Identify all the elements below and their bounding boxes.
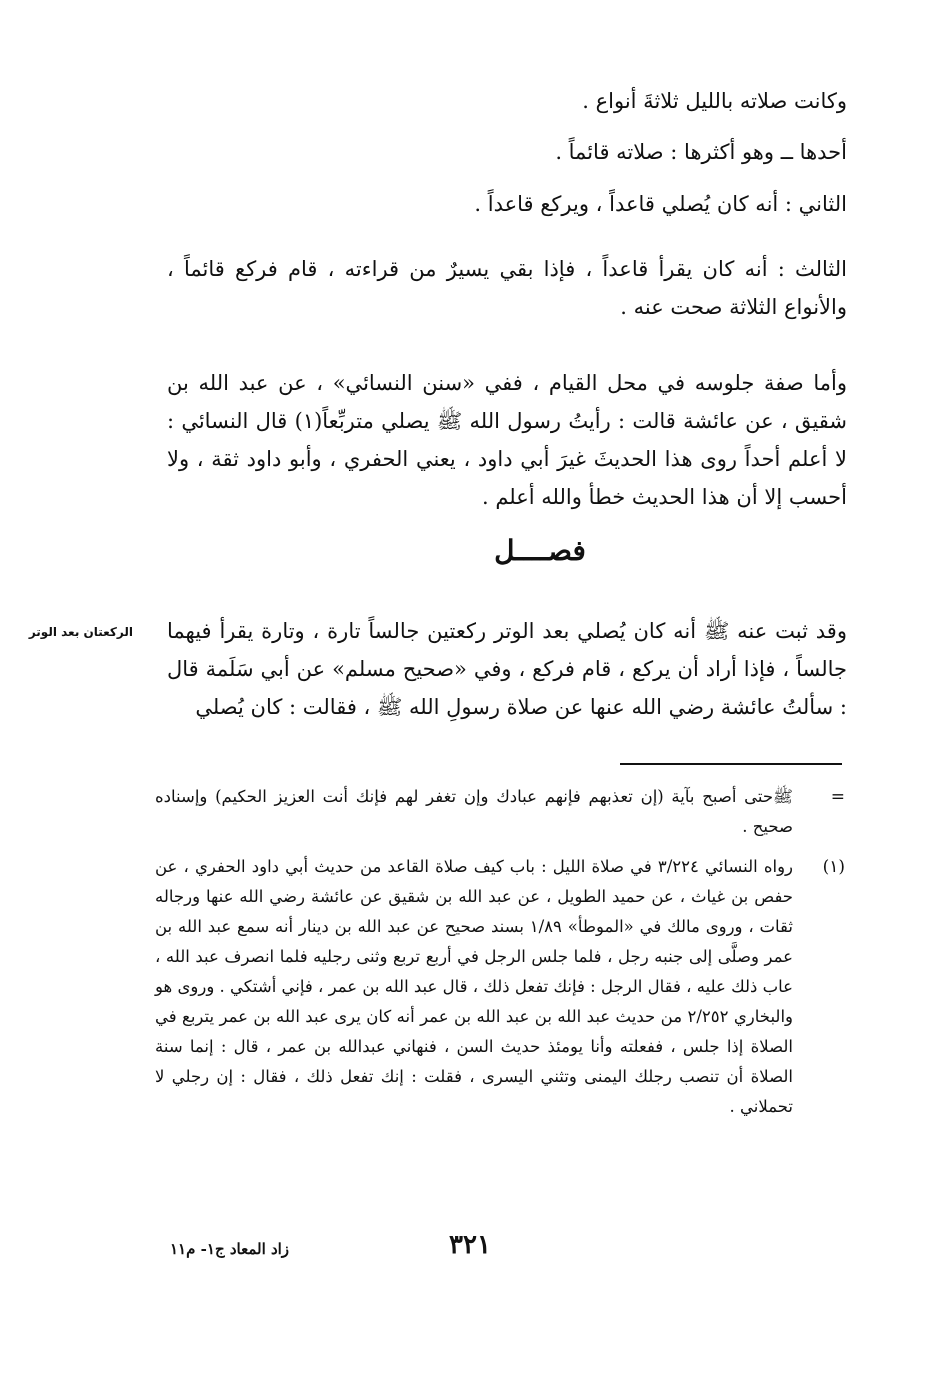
paragraph-first-type: أحدها ــ وهو أكثرها : صلاته قائماً . [555,140,847,164]
section-heading: فصــــل [494,534,586,567]
paragraph-second-type: الثاني : أنه كان يُصلي قاعداً ، ويركع قاعداً . [474,192,847,216]
paragraph-night-prayer-types: وكانت صلاته بالليل ثلاثةَ أنواع . [582,89,847,113]
footnote-marker: (١) [822,857,845,877]
paragraph-two-rakahs: وقد ثبت عنه ﷺ أنه كان يُصلي بعد الوتر ركعتين جالساً تارة ، وتارة يقرأ فيهما جالساً ، فإذا أراد أن يركع ، قام فركع ، وفي «صحيح مسلم» عن أبي سَلَمة قال : سألتُ عائشة رضي الله عنها عن صلاة رسولِ الله ﷺ ، فقالت : كان يُصلي [167,619,847,719]
footnote-text: ﷺحتى أصبح بآية (إن تعذبهم فإنهم عبادك وإن تغفر لهم فإنك أنت العزيز الحكيم) وإسناده صحيح . [155,787,793,836]
footnote-text: رواه النسائي ٣/٢٢٤ في صلاة الليل : باب كيف صلاة القاعد من حديث أبي داود الحفري ، عن حفص بن غياث ، عن حميد الطويل ، عن عبد الله بن شقيق عن عائشة رضي الله عنها ورجاله ثقات ، وروى مالك في «الموطأ» ١/٨٩ بسند صحيح عن عبد الله بن دينار أنه سمع عبد الله بن عمر وصلَّى إلى جنبه رجل ، فلما جلس الرجل في أربع تربع وثنى رجليه فلما انصرف عبد الله ، عاب ذلك عليه ، فقال الرجل : فإنك تفعل ذلك ، قال عبد الله بن عمر ، فإني أشتكي . وروى هو والبخاري ٢/٢٥٢ من حديث عبد الله بن عبد الله بن عمر أنه كان يرى عبد الله بن عمر يتربع في الصلاة إذا جلس ، ففعلته وأنا يومئذ حديث السن ، فنهاني عبدالله بن عمر ، قال : إنما سنة الصلاة أن تنصب رجلك اليمنى وتثني اليسرى ، فقلت : إنك تفعل ذلك ، فقال : إن رجلي لا تحملاني . [155,857,794,1116]
page-number: ٣٢١ [449,1230,491,1260]
paragraph-third-type: الثالث : أنه كان يقرأ قاعداً ، فإذا بقي يسيرٌ من قراءته ، قام فركع قائماً ، والأنواع الثلاثة صحت عنه . [167,257,847,319]
book-signature: زاد المعاد ج١- م١١ [170,1240,290,1258]
paragraph-sitting-description: وأما صفة جلوسه في محل القيام ، ففي «سنن النسائي» ، عن عبد الله بن شقيق ، عن عائشة قالت : رأيتُ رسول الله ﷺ يصلي متربِّعاً(١) قال النسائي : لا أعلم أحداً روى هذا الحديثَ غيرَ أبي داود ، يعني الحفري ، وأبو داود ثقة ، ولا أحسب إلا أن هذا الحديث خطأ والله أعلم . [167,371,847,509]
footnote-1 [155,852,845,1122]
footnote-separator [620,763,842,765]
footnote-continuation [155,782,845,842]
footnote-marker: = [830,787,845,807]
margin-note: الركعتان بعد الوتر [28,625,133,639]
